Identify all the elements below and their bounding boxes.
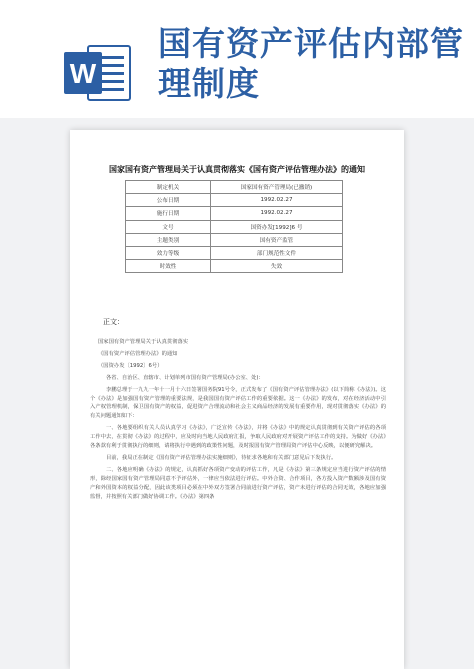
table-row xyxy=(126,194,343,207)
paragraph: 李鹏总理于一九九一年十一月十六日签署国务院91号令，正式发布了《国有资产评估管理办法》(以下简称《办法》)。这个《办法》是加强国有资产管理的重要法规，是我国国有资产评估工作的重要依据。这一《办法》的发布，对在经济活动中引入产权管理机制，保卫国有资产的权益，促进资产合理流动和社会主义商品经济的发展有重要作用，现对贯彻落实《办法》的有关问题通知如下： xyxy=(90,386,386,420)
meta-key: 公布日期 xyxy=(126,194,211,207)
meta-key: 主题类别 xyxy=(126,233,211,246)
meta-value: 1992.02.27 xyxy=(211,207,343,220)
table-row xyxy=(126,207,343,220)
table-row xyxy=(126,220,343,233)
paragraph: 二、各地应明确《办法》的规定，认真抓好各项资产变动的评估工作，凡是《办法》第三条规定应当进行资产评估的情形，除经国家国有资产管理局同意不予评估外，一律应当依法进行评估。中外合资、合作项目，各方投入资产数额涉及国有资产和外国资本的权益分配，因此该类项目必须在中外双方签署合同前进行资产评估，资产未进行评估的合同无效，各地应加强监督，并按照有关部门做好协调工作。《办法》第四条 xyxy=(90,466,386,500)
word-icon-letter: W xyxy=(69,58,97,89)
paragraph: 国家国有资产管理局关于认真贯彻落实 xyxy=(98,339,189,345)
document-body xyxy=(90,338,386,502)
meta-key: 时效性 xyxy=(126,260,211,273)
meta-key: 制定机关 xyxy=(126,181,211,194)
paragraph: 《国有资产评估管理办法》的通知 xyxy=(98,350,178,357)
meta-value: 1992.02.27 xyxy=(211,194,343,207)
meta-key: 文号 xyxy=(126,220,211,233)
meta-value: 失效 xyxy=(211,260,343,273)
table-row xyxy=(126,233,343,246)
paragraph: 目前，我局正在制定《国有资产评估管理办法实施细则》，待征求各地和有关部门意见后下发执行。 xyxy=(106,454,337,461)
metadata-table xyxy=(125,180,343,273)
paragraph: 一、各地要组织有关人员认真学习《办法》，广泛宣传《办法》，并将《办法》中的规定认真贯彻到有关资产评估的各项工作中去，在贯彻《办法》的过程中，应及时向当地人民政府汇报，争取人民政府对开展资产评估工作的支持。为做好《办法》各条款有利于贯彻执行的细则，请将执行中遇到的政策性问题，及时报国有资产管理局资产评估中心反映，以便研究解决。 xyxy=(90,425,386,450)
body-label: 正文： xyxy=(103,318,124,326)
table-row xyxy=(126,260,343,273)
document-page xyxy=(70,130,404,669)
paragraph: 各省、自治区、直辖市、计划单列市国有资产管理局(办公室、处)： xyxy=(106,374,264,381)
paragraph: （国资办发〔1992〕6号） xyxy=(98,362,163,369)
meta-value: 部门规范性文件 xyxy=(211,246,343,259)
document-heading: 国家国有资产管理局关于认真贯彻落实《国有资产评估管理办法》的通知 xyxy=(109,165,365,174)
cover-title: 国有资产评估内部管理制度 xyxy=(158,24,464,103)
meta-key: 效力等级 xyxy=(126,246,211,259)
meta-key: 施行日期 xyxy=(126,207,211,220)
word-document-icon xyxy=(62,42,132,104)
meta-value: 国有资产监管 xyxy=(211,233,343,246)
cover-banner xyxy=(0,0,474,120)
table-row xyxy=(126,181,343,194)
meta-value: 国资办发[1992]6 号 xyxy=(211,220,343,233)
table-row xyxy=(126,246,343,259)
meta-value: 国家国有资产管理局(已撤销) xyxy=(211,181,343,194)
